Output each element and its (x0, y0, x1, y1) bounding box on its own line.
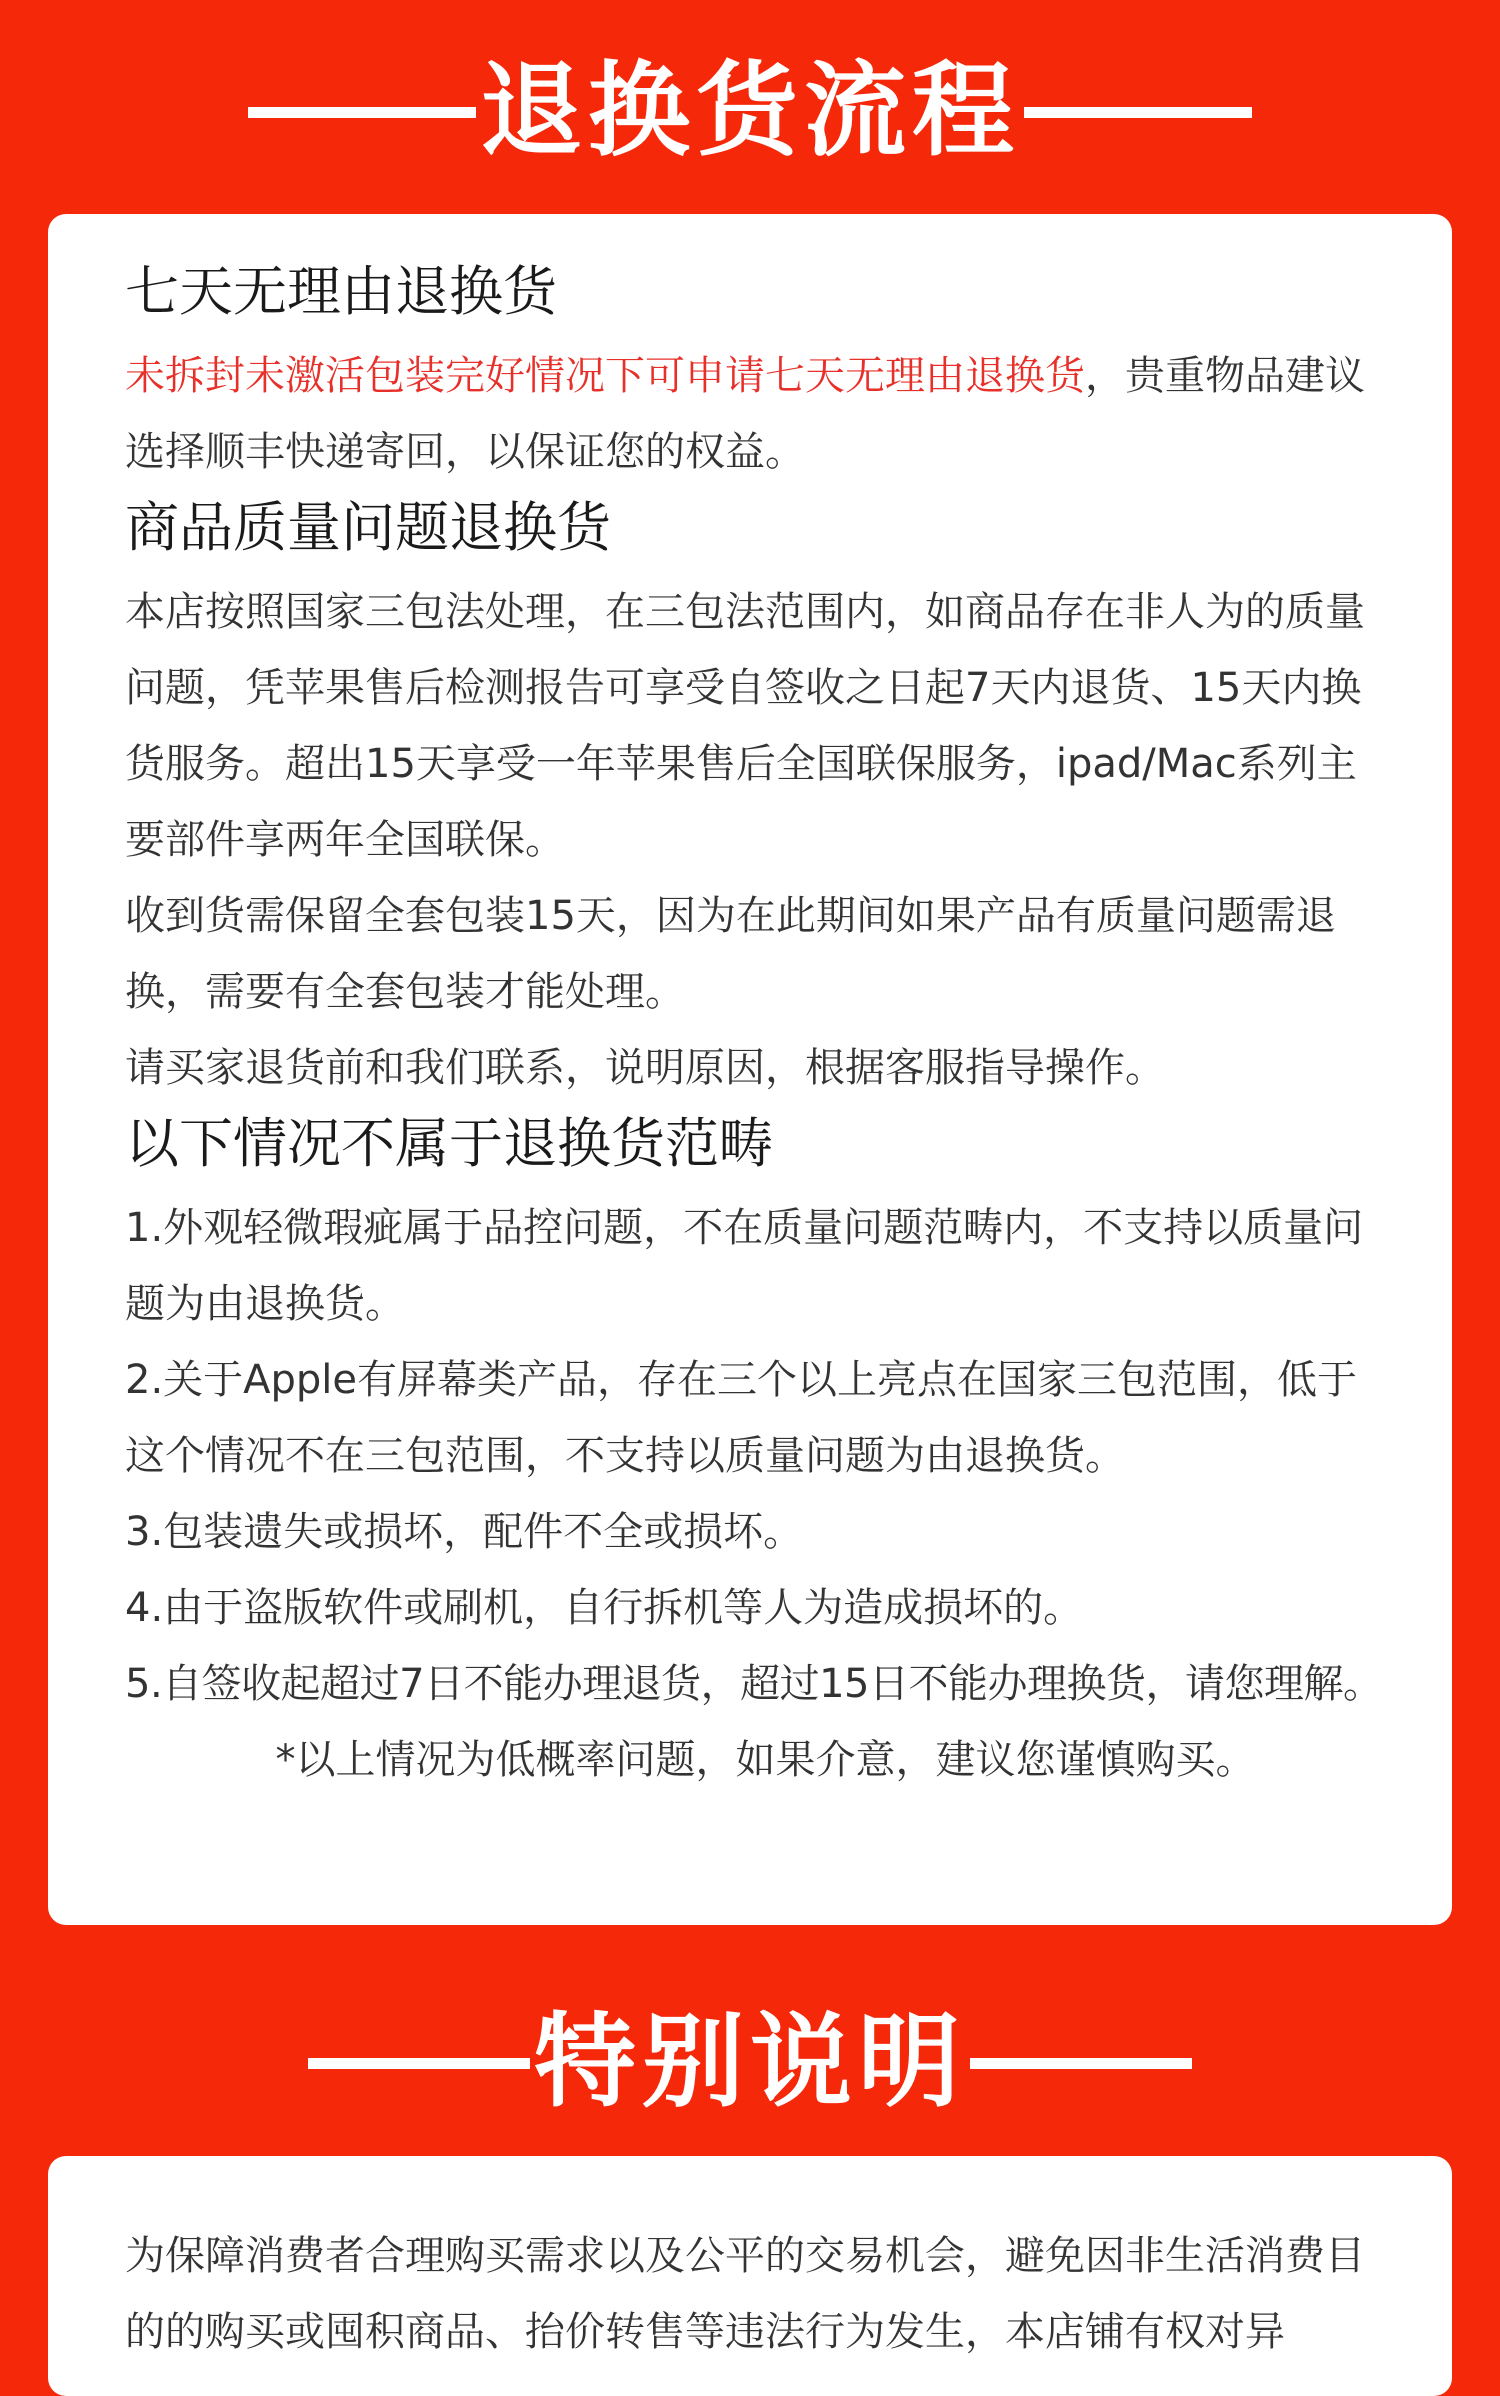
special-notice-text: 为保障消费者合理购买需求以及公平的交易机会，避免因非生活消费目的的购买或囤积商品、抬价转售等违法行为发生，本店铺有权对异 (125, 2233, 1365, 2355)
returns-section-header (0, 52, 1500, 172)
special-notice-card (48, 2156, 1452, 2396)
seven-day-heading: 七天无理由退换货 (125, 260, 557, 323)
excluded-item: 2.关于Apple有屏幕类产品，存在三个以上亮点在国家三包范围，低于这个情况不在三包范围，不支持以质量问题为由退换货。 (125, 1357, 1358, 1479)
seven-day-text (125, 338, 1376, 490)
returns-section-title: 退换货流程 (480, 52, 1020, 171)
seven-day-rest: ，贵重物品建议选择顺丰快递寄回，以保证您的权益。 (125, 353, 1365, 475)
excluded-item: 5.自签收起超过7日不能办理退货，超过15日不能办理换货，请您理解。 (125, 1661, 1383, 1707)
special-section-header (0, 1998, 1500, 2128)
excluded-item: 4.由于盗版软件或刷机，自行拆机等人为造成损坏的。 (125, 1585, 1084, 1631)
quality-paragraph: 本店按照国家三包法处理，在三包法范围内，如商品存在非人为的质量问题，凭苹果售后检测报告可享受自签收之日起7天内退货、15天内换货服务。超出15天享受一年苹果售后全国联保服务，ipad/Mac系列主要部件享两年全国联保。 (125, 589, 1365, 863)
special-section-title: 特别说明 (534, 2003, 966, 2122)
excluded-item: 3.包装遗失或损坏，配件不全或损坏。 (125, 1509, 804, 1555)
seven-day-highlight: 未拆封未激活包装完好情况下可申请七天无理由退换货 (125, 353, 1085, 399)
left-dash-line (308, 2058, 530, 2069)
quality-paragraph: 收到货需保留全套包装15天，因为在此期间如果产品有质量问题需退换，需要有全套包装才能处理。 (125, 893, 1336, 1015)
quality-heading: 商品质量问题退换货 (125, 496, 611, 559)
risk-note: *以上情况为低概率问题，如果介意，建议您谨慎购买。 (275, 1737, 1256, 1783)
right-dash-line (1024, 107, 1252, 118)
quality-paragraph: 请买家退货前和我们联系，说明原因，根据客服指导操作。 (125, 1045, 1165, 1091)
right-dash-line (970, 2058, 1192, 2069)
returns-policy-card (48, 214, 1452, 1925)
left-dash-line (248, 107, 476, 118)
excluded-item: 1.外观轻微瑕疵属于品控问题，不在质量问题范畴内，不支持以质量问题为由退换货。 (125, 1205, 1364, 1327)
excluded-heading: 以下情况不属于退换货范畴 (125, 1112, 773, 1175)
